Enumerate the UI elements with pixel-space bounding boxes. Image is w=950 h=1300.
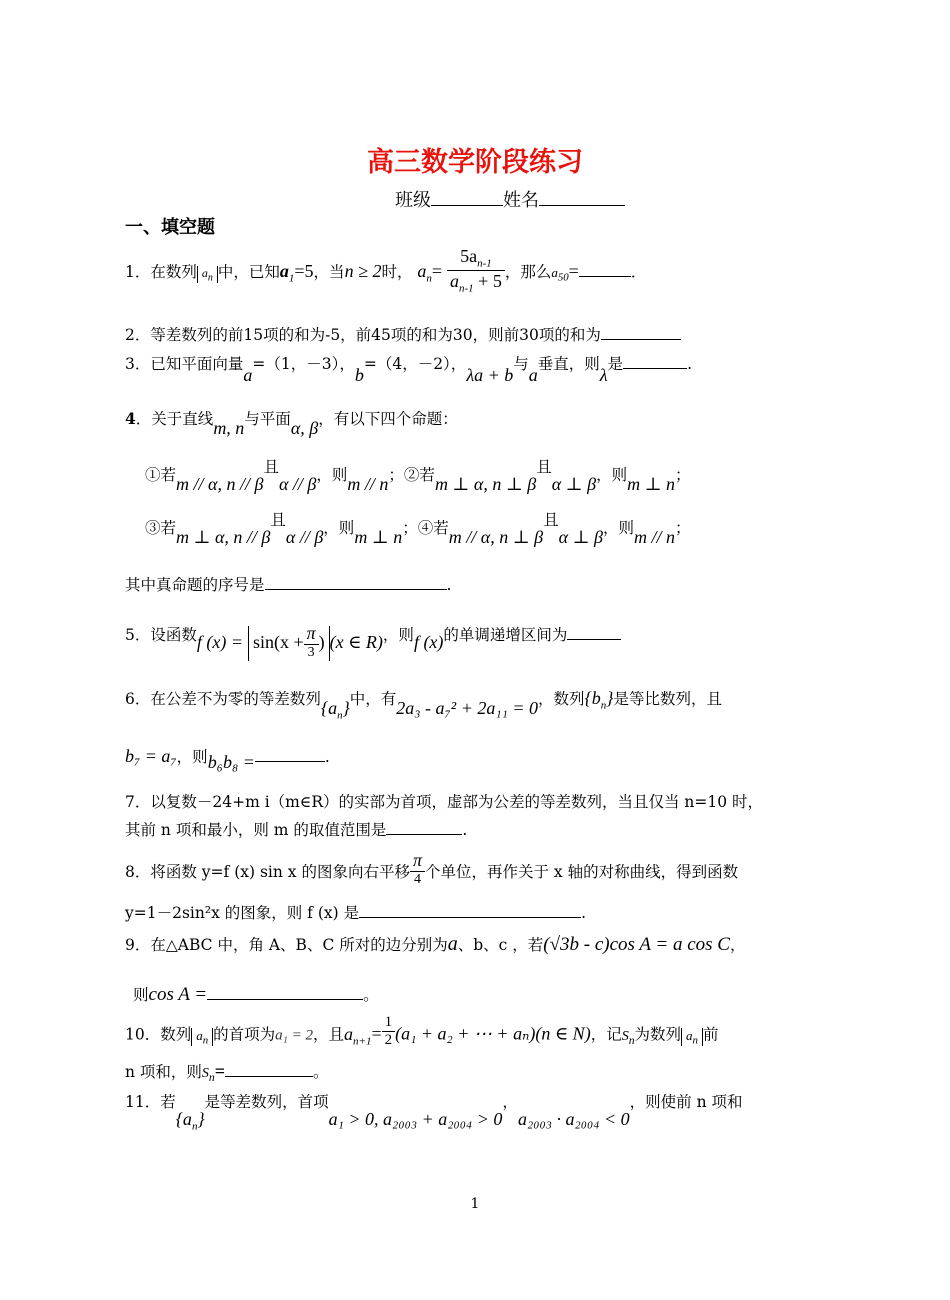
fraction: $\frac{5a_{n-1}}{a_{n-1} + 5}$ <box>447 246 505 294</box>
answer-blank <box>601 323 681 340</box>
question-4-conclusion: 其中真命题的序号是 . <box>125 573 451 595</box>
answer-blank <box>579 260 631 277</box>
question-9-line-2: 则cos A = 。 <box>133 984 379 1005</box>
answer-blank <box>255 745 325 762</box>
question-6-line-2: b₇ = a₇，则b₆b₈ = . <box>125 746 330 772</box>
answer-blank <box>567 623 621 640</box>
question-11: 11．若$\{a_n\}$是等差数列，首项a₁ > 0, a₂₀₀₃ + a₂₀₀₄ > 0，a₂₀₀₃ · a₂₀₀₄ < 0，则使前 n 项和 <box>125 1093 743 1133</box>
question-8-line-2: y=1－2sin²x 的图象，则 f (x) 是 . <box>125 901 586 923</box>
question-2: 2．等差数列的前15项的和为-5，前45项的和为30，则前30项的和为 <box>125 323 681 345</box>
name-label: 姓名 <box>503 190 539 211</box>
sequence-an: $a_n$ <box>197 266 218 283</box>
proposition-1-2: ①若m // α, n // β且α // β，则m // n；②若m ⊥ α, n ⊥ β且α ⊥ β，则m ⊥ n； <box>145 458 691 494</box>
question-5: 5．设函数f (x) = sin(x + $\frac{\pi}{3}$ ) (x ∈ R)，则f (x)的单调递增区间为 <box>125 618 621 653</box>
question-4: 4．关于直线m, n与平面α, β，有以下四个命题： <box>125 409 458 438</box>
question-8: 8．将函数 y=f (x) sin x 的图象向右平移 $\frac{\pi}{4}$ 个单位，再作关于 x 轴的对称曲线，得到函数 <box>125 850 739 887</box>
question-1: 1．在数列 $a_n$ 中，已知$a_1=5$，当n ≥ 2时， $a_n=$ $\frac{5a_{n-1}}{a_{n-1} + 5}$ ，那么$a_{50}=$ ． <box>125 246 647 295</box>
question-10-line-2: n 项和，则$S_n=$ 。 <box>125 1061 329 1084</box>
name-blank <box>539 189 625 206</box>
answer-blank <box>225 1060 313 1077</box>
class-blank <box>431 189 503 206</box>
page-title: 高三数学阶段练习 <box>367 147 583 178</box>
question-7-line-2: 其前 n 项和最小，则 m 的取值范围是 . <box>125 818 467 840</box>
question-6: 6．在公差不为零的等差数列$\{a_n\}$中，有2a₃ - a₇² + 2a₁₁ = 0，数列$\{b_n\}$是等比数列，且 <box>125 688 722 722</box>
class-label: 班级 <box>395 190 431 211</box>
answer-blank <box>265 573 447 590</box>
answer-blank <box>386 818 462 835</box>
question-7: 7．以复数－24+m i（m∈R）的实部为首项，虚部为公差的等差数列，当且仅当 n=10 时， <box>125 793 764 811</box>
question-10: 10．数列 $a_n$ 的首项为a₁ = 2，且$a_{n+1}=$ $\frac{1}{2}$ (a₁ + a₂ + ⋯ + aₙ)(n ∈ N)，记$S_n$为数列 $a_n$ 前 <box>125 1014 719 1048</box>
answer-blank <box>623 352 687 369</box>
class-name-line <box>395 186 625 212</box>
question-9: 9．在△ABC 中，角 A、B、C 所对的边分别为a、b、c ，若(√3b - c)cos A = a cos C， <box>125 933 746 955</box>
question-3: 3．已知平面向量a=（1，－3），b=（4，－2），λa + b与a垂直，则λ是 . <box>125 352 692 374</box>
section-heading: 一、填空题 <box>125 217 215 238</box>
page-number: 1 <box>470 1196 480 1212</box>
proposition-3-4: ③若m ⊥ α, n // β且α // β，则m ⊥ n；④若m // α, n ⊥ β且α ⊥ β，则m // n； <box>145 511 691 547</box>
answer-blank <box>207 983 363 1000</box>
pi-over-4: $\frac{\pi}{4}$ <box>410 850 425 888</box>
abs-sin-expression: sin(x + $\frac{\pi}{3}$ ) <box>248 626 330 661</box>
answer-blank <box>359 901 581 918</box>
